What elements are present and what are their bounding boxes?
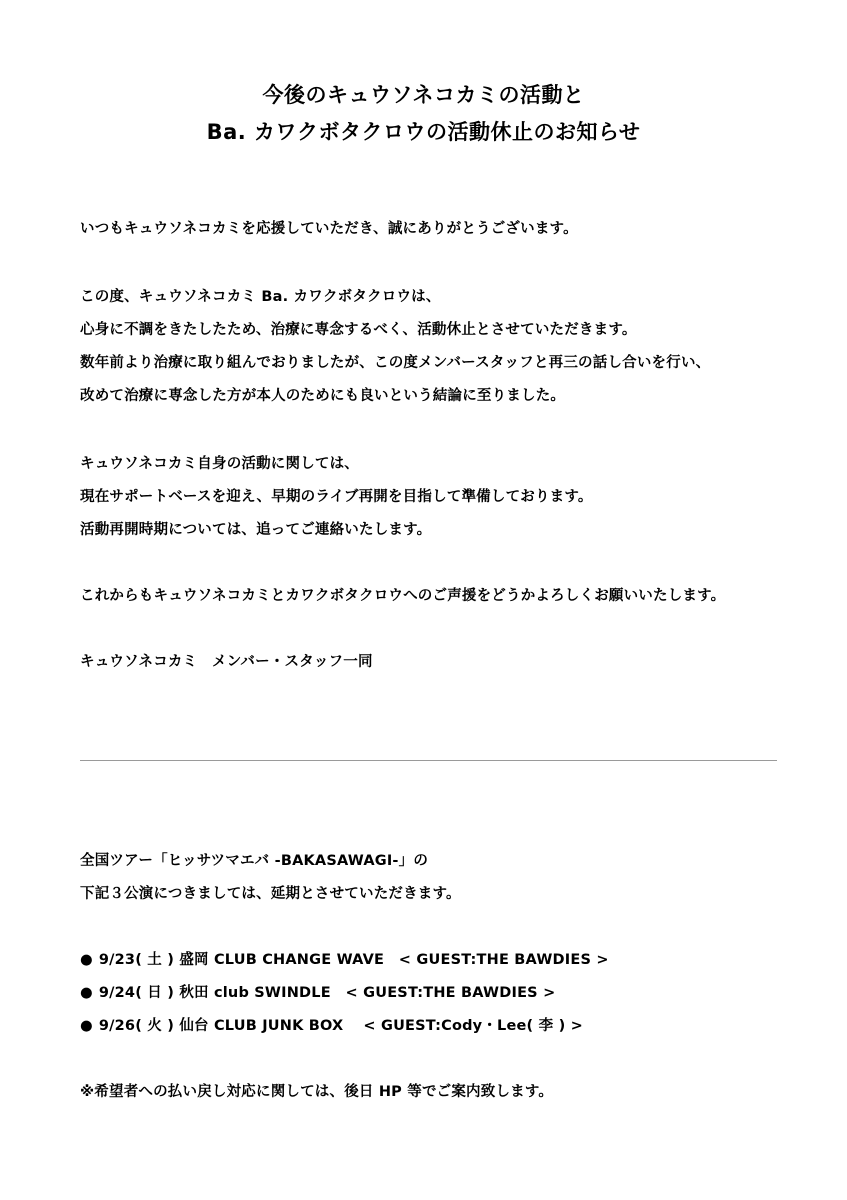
announcement-line-2: 心身に不調をきたしたため、治療に専念するべく、活動休止とさせていただきます。 <box>80 322 637 338</box>
refund-note: ※希望者への払い戻し対応に関しては、後日 HP 等でご案内致します。 <box>80 1084 554 1100</box>
signature: キュウソネコカミ メンバー・スタッフ一同 <box>80 654 373 670</box>
page-title-line-1: 今後のキュウソネコカミの活動と <box>262 83 585 107</box>
closing-text: これからもキュウソネコカミとカワクボタクロウへのご声援をどうかよろしくお願いいたします。 <box>80 588 726 604</box>
tour-intro-line-1: 全国ツアー「ヒッサツマエバ -BAKASAWAGI-」の <box>80 853 429 869</box>
bullet-icon: ● <box>80 1018 93 1034</box>
bullet-icon: ● <box>80 952 93 968</box>
section-divider <box>80 760 777 761</box>
tour-show-item <box>80 1016 583 1036</box>
tour-show-text: 9/23( 土 ) 盛岡 CLUB CHANGE WAVE < GUEST:THE BAWDIES > <box>98 952 609 968</box>
tour-show-text: 9/24( 日 ) 秋田 club SWINDLE < GUEST:THE BAWDIES > <box>98 985 556 1001</box>
announcement-line-1: この度、キュウソネコカミ Ba. カワクボタクロウは、 <box>80 289 441 305</box>
announcement-line-4: 改めて治療に専念した方が本人のためにも良いという結論に至りました。 <box>80 388 566 404</box>
bullet-icon: ● <box>80 985 93 1001</box>
activity-line-2: 現在サポートベースを迎え、早期のライブ再開を目指して準備しております。 <box>80 489 593 505</box>
activity-line-3: 活動再開時期については、追ってご連絡いたします。 <box>80 522 432 538</box>
tour-show-item <box>80 983 555 1003</box>
announcement-line-3: 数年前より治療に取り組んでおりましたが、この度メンバースタッフと再三の話し合いを行い、 <box>80 355 711 371</box>
tour-show-text: 9/26( 火 ) 仙台 CLUB JUNK BOX < GUEST:Cody・Lee( 李 ) > <box>98 1018 583 1034</box>
activity-line-1: キュウソネコカミ自身の活動に関しては、 <box>80 456 360 472</box>
greeting-text: いつもキュウソネコカミを応援していただき、誠にありがとうございます。 <box>80 221 578 237</box>
page-title-line-2: Ba. カワクボタクロウの活動休止のお知らせ <box>206 120 641 144</box>
tour-intro-line-2: 下記３公演につきましては、延期とさせていただきます。 <box>80 886 461 902</box>
tour-show-item <box>80 950 609 970</box>
